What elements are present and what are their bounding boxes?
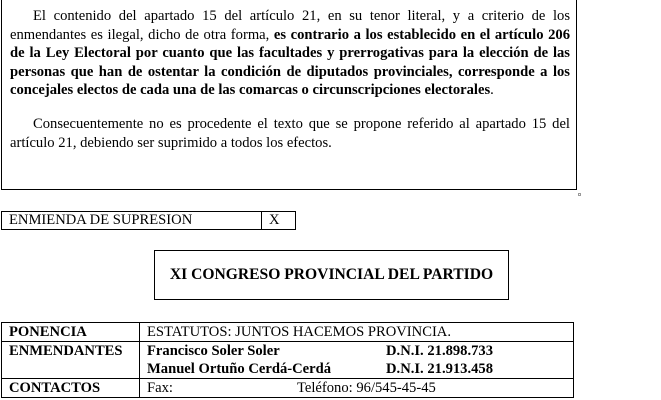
amendment-type-row — [2, 212, 296, 230]
justification-bold-text: es contrario a los establecido en el artículo 206 de la Ley Electoral por cuanto que las facultades y prerrogativas para la elección de las personas que han de ostentar la condición de diputados provinciales, corresponde a los concejales electos de cada una de las comarcas o circunscripciones electorales — [10, 26, 570, 99]
justification-paragraph — [10, 7, 570, 100]
conclusion-paragraph: Consecuentemente no es procedente el texto que se propone referido al apartado 15 del artículo 21, debiendo ser suprimido a todos los efectos. — [10, 115, 570, 151]
enmendante-entry — [147, 360, 573, 378]
contact-line — [147, 379, 573, 397]
enmendante-entry — [147, 342, 573, 360]
amendment-type-label: ENMIENDA DE SUPRESION — [2, 212, 262, 230]
contactos-label: CONTACTOS — [2, 379, 140, 398]
enmendante-dni: D.N.I. 21.913.458 — [386, 361, 494, 377]
ponencia-row — [2, 323, 574, 342]
enmendantes-label: ENMENDANTES — [2, 342, 140, 379]
justification-period: . — [490, 82, 494, 99]
congress-title: XI CONGRESO PROVINCIAL DEL PARTIDO — [154, 250, 509, 300]
amendment-text-box — [1, 0, 577, 190]
enmendantes-row — [2, 342, 574, 379]
resize-handle[interactable] — [578, 193, 581, 196]
justification-text: El contenido del apartado 15 del artículo 21, en su tenor literal, y a criterio de los enmendantes es ilegal, dicho de otra forma, — [10, 8, 570, 43]
contactos-value — [140, 379, 574, 398]
ponencia-value: ESTATUTOS: JUNTOS HACEMOS PROVINCIA. — [140, 323, 574, 342]
ponencia-label: PONENCIA — [2, 323, 140, 342]
contactos-row — [2, 379, 574, 398]
fax-label: Fax: — [147, 380, 173, 396]
enmendantes-list — [140, 342, 574, 379]
enmendante-name: Francisco Soler Soler — [147, 343, 280, 359]
enmendante-dni: D.N.I. 21.898.733 — [386, 343, 494, 359]
info-table — [1, 322, 574, 398]
amendment-type-mark: X — [262, 212, 296, 230]
telefono-value: Teléfono: 96/545-45-45 — [297, 380, 436, 396]
enmendante-name: Manuel Ortuño Cerdá-Cerdá — [147, 361, 332, 377]
amendment-type-table — [1, 211, 296, 230]
